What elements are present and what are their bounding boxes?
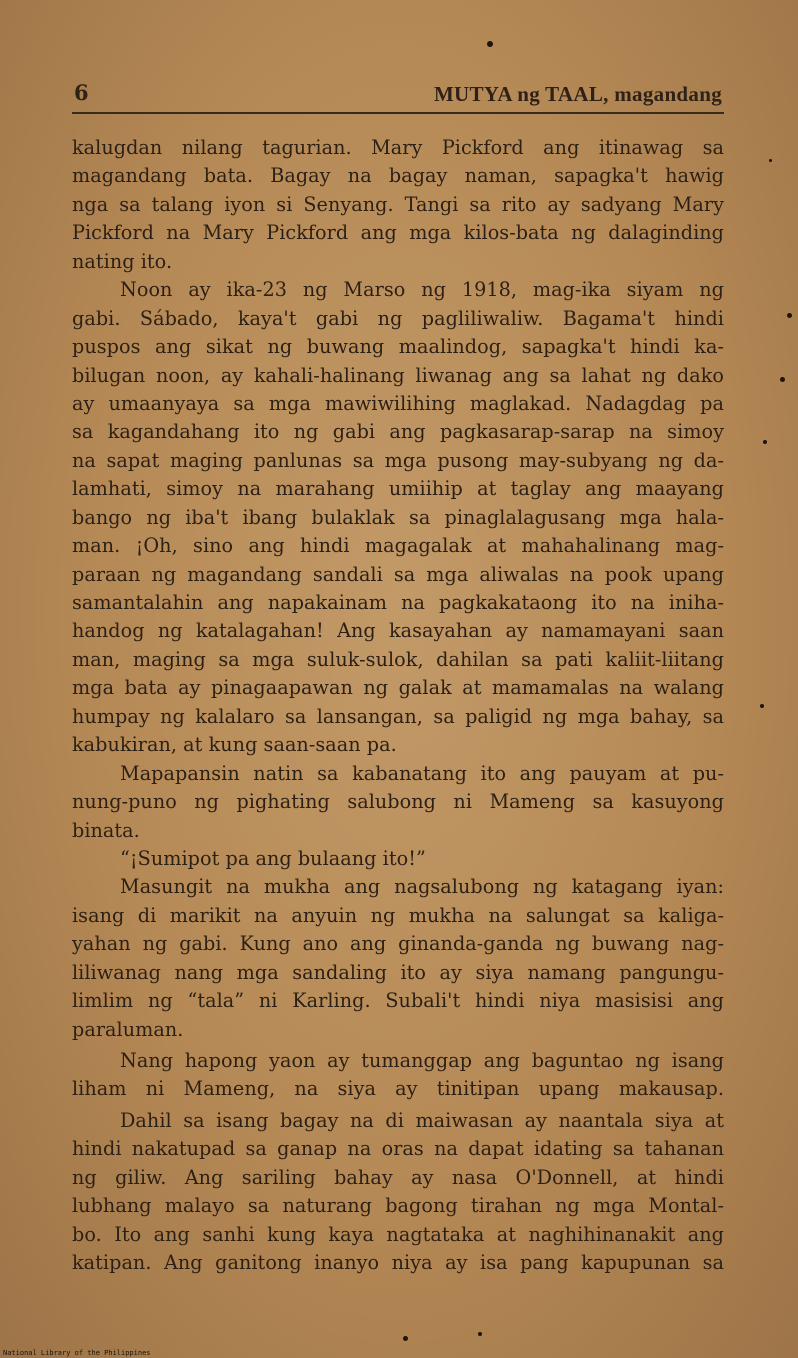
text-line: puspos ang sikat ng buwang maalindog, sapagka't hindi ka-	[72, 335, 724, 359]
ink-speck	[769, 159, 772, 162]
ink-speck	[763, 440, 767, 444]
running-head: MUTYA ng TAAL, magandang	[433, 82, 722, 106]
ink-speck	[403, 1336, 408, 1341]
text-line: Dahil sa isang bagay na di maiwasan ay naantala siya at	[120, 1108, 724, 1132]
text-line: liham ni Mameng, na siya ay tinitipan upang makausap.	[72, 1077, 724, 1101]
text-line: ay umaanyaya sa mga mawiwilihing maglakad. Nadagdag pa	[72, 391, 724, 415]
text-line: sa kagandahang ito ng gabi ang pagkasarap-sarap na simoy	[72, 420, 724, 444]
text-line: nating ito.	[72, 249, 173, 273]
ink-speck	[760, 704, 764, 708]
text-line: ng giliw. Ang sariling bahay ay nasa O'Donnell, at hindi	[72, 1165, 724, 1189]
text-line: nung-puno ng pighating salubong ni Mameng sa kasuyong	[72, 790, 724, 814]
body-text	[72, 134, 724, 1278]
text-line: man, maging sa mga suluk-sulok, dahilan sa pati kaliit-liitang	[72, 647, 724, 671]
text-line: yahan ng gabi. Kung ano ang ginanda-ganda ng buwang nag-	[72, 932, 724, 956]
text-line: Noon ay ika-23 ng Marso ng 1918, mag-ika siyam ng	[120, 278, 724, 302]
text-line: Mapapansin natin sa kabanatang ito ang pauyam at pu-	[120, 761, 724, 785]
text-line: paraluman.	[72, 1017, 184, 1041]
text-line: bo. Ito ang sanhi kung kaya nagtataka at naghihinanakit ang	[72, 1222, 724, 1246]
text-line: katipan. Ang ganitong inanyo niya ay isa pang kapupunan sa	[72, 1251, 724, 1275]
ink-speck	[487, 41, 493, 47]
text-line: bango ng iba't ibang bulaklak sa pinaglalagusang mga hala-	[72, 505, 724, 529]
text-line: mga bata ay pinagaapawan ng galak at mamamalas na walang	[72, 676, 724, 700]
text-line: nga sa talang iyon si Senyang. Tangi sa rito ay sadyang Mary	[72, 192, 724, 216]
text-line: Pickford na Mary Pickford ang mga kilos-bata ng dalaginding	[72, 221, 724, 245]
text-line: handog ng katalagahan! Ang kasayahan ay namamayani saan	[72, 619, 724, 643]
ink-speck	[780, 377, 785, 382]
library-credit: National Library of the Philippines	[3, 1349, 151, 1357]
text-line: “¡Sumipot pa ang bulaang ito!”	[120, 846, 426, 870]
text-line: lamhati, simoy na marahang umiihip at taglay ang maayang	[72, 477, 724, 501]
page-header	[72, 78, 724, 114]
text-line: hindi nakatupad sa ganap na oras na dapat idating sa tahanan	[72, 1137, 724, 1161]
text-line: lubhang malayo sa naturang bagong tirahan ng mga Montal-	[72, 1194, 724, 1218]
text-line: bilugan noon, ay kahali-halinang liwanag ang sa lahat ng dako	[72, 363, 724, 387]
ink-speck	[478, 1332, 482, 1336]
text-line: Nang hapong yaon ay tumanggap ang baguntao ng isang	[120, 1049, 724, 1072]
text-line: binata.	[72, 818, 140, 842]
text-line: kabukiran, at kung saan-saan pa.	[72, 733, 397, 757]
text-line: magandang bata. Bagay na bagay naman, sapagka't hawig	[72, 164, 724, 188]
text-line: samantalahin ang napakainam na pagkakataong ito na iniha-	[72, 591, 724, 614]
page-number: 6	[74, 80, 89, 105]
text-line: kalugdan nilang tagurian. Mary Pickford ang itinawag sa	[72, 136, 724, 159]
text-line: liliwanag nang mga sandaling ito ay siya namang pangungu-	[72, 960, 724, 984]
text-line: limlim ng “tala” ni Karling. Subali't hindi niya masisisi ang	[72, 989, 724, 1013]
text-line: isang di marikit na anyuin ng mukha na salungat sa kaliga-	[72, 903, 724, 927]
text-line: humpay ng kalalaro sa lansangan, sa paligid ng mga bahay, sa	[72, 704, 724, 728]
ink-speck	[787, 313, 792, 318]
text-line: paraan ng magandang sandali sa mga aliwalas na pook upang	[72, 562, 724, 586]
text-line: gabi. Sábado, kaya't gabi ng pagliliwaliw. Bagama't hindi	[72, 306, 724, 330]
text-line: na sapat maging panlunas sa mga pusong may-subyang ng da-	[72, 448, 724, 472]
text-line: man. ¡Oh, sino ang hindi magagalak at mahahalinang mag-	[72, 534, 724, 558]
text-line: Masungit na mukha ang nagsalubong ng katagang iyan:	[120, 875, 724, 899]
